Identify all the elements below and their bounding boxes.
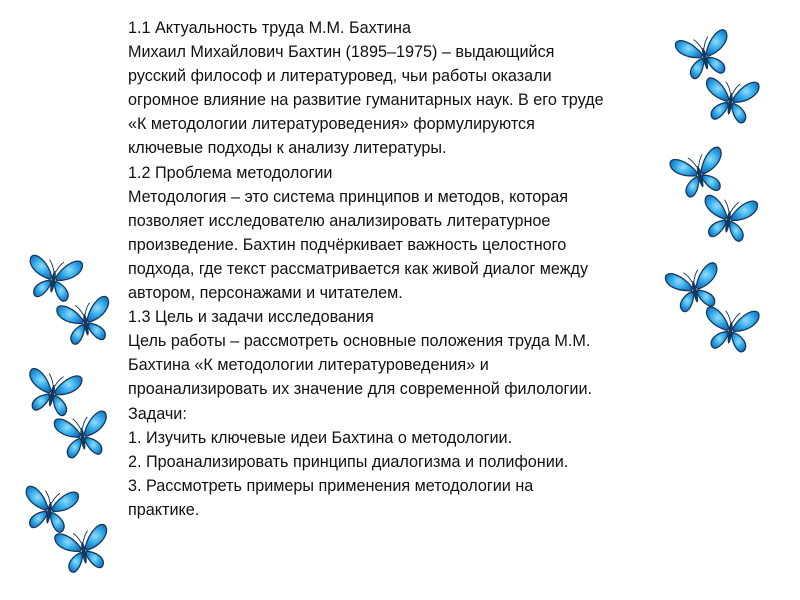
paragraph-line: автором, персонажами и читателем.	[128, 284, 403, 303]
paragraph-line: Михаил Михайлович Бахтин (1895–1975) – выдающийся	[128, 43, 555, 62]
heading-1-1: 1.1 Актуальность труда М.М. Бахтина	[128, 19, 411, 37]
task-item: 2. Проанализировать принципы диалогизма и полифонии.	[128, 452, 569, 471]
paragraph-line: Цель работы – рассмотреть основные положения труда М.М.	[128, 332, 591, 351]
butterfly-icon	[700, 71, 762, 130]
paragraph-line: подхода, где текст рассматривается как живой диалог между	[128, 259, 589, 278]
paragraph-line: ключевые подходы к анализу литературы.	[128, 139, 447, 158]
task-item: 3. Рассмотреть примеры применения методологии на	[128, 476, 534, 495]
butterfly-icon	[697, 189, 760, 250]
task-item: 1. Изучить ключевые идеи Бахтина о методологии.	[128, 428, 513, 447]
butterfly-icon	[52, 406, 114, 465]
paragraph-line: Бахтина «К методологии литературоведения» и	[128, 356, 489, 375]
paragraph-line: позволяет исследователю анализировать литературное	[128, 211, 551, 230]
paragraph-line: «К методологии литературоведения» формулируются	[128, 115, 535, 134]
paragraph-line: произведение. Бахтин подчёркивает важность целостного	[128, 235, 567, 254]
heading-1-2: 1.2 Проблема методологии	[128, 163, 333, 182]
paragraph-line: Методология – это система принципов и методов, которая	[128, 187, 569, 206]
butterfly-icon	[700, 300, 762, 359]
paragraph-line: русский философ и литературовед, чьи работы оказали	[128, 67, 552, 86]
paragraph-line: проанализировать их значение для современной филологии.	[128, 380, 592, 399]
task-item: практике.	[128, 500, 200, 519]
tasks-label: Задачи:	[128, 404, 187, 423]
heading-1-3: 1.3 Цель и задачи исследования	[128, 308, 374, 327]
butterfly-icon	[52, 520, 115, 581]
butterfly-icon	[54, 292, 117, 353]
paragraph-line: огромное влияние на развитие гуманитарных наук. В его труде	[128, 91, 604, 110]
slide-text	[128, 16, 668, 522]
